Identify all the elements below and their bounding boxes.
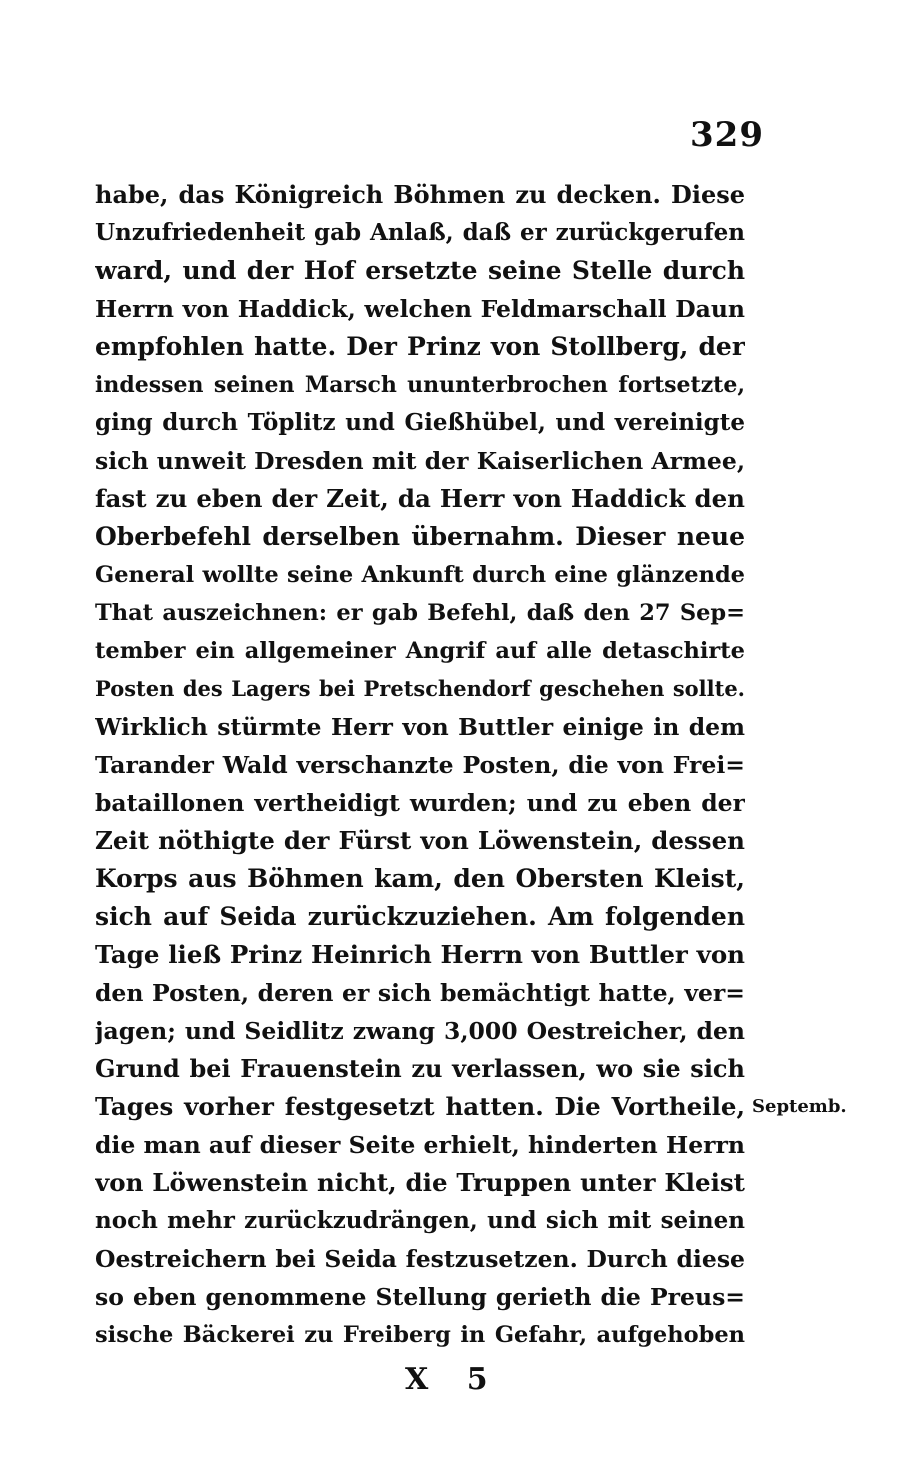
text-line: That auszeichnen: er gab Befehl, daß den 27 Sep= [95, 600, 745, 626]
text-line: Oestreichern bei Seida festzusetzen. Durch diese [95, 1245, 745, 1273]
text-line: indessen seinen Marsch ununterbrochen fortsetzte, [95, 372, 745, 398]
text-line: Grund bei Frauenstein zu verlassen, wo sie sich [95, 1054, 745, 1083]
text-line: Tages vorher festgesetzt hatten. Die Vortheile, [95, 1092, 745, 1121]
text-line: Oberbefehl derselben übernahm. Dieser neue [95, 522, 745, 551]
text-line: Zeit nöthigte der Fürst von Löwenstein, dessen [95, 826, 745, 855]
text-line: fast zu eben der Zeit, da Herr von Haddick den [95, 484, 745, 513]
text-line: die man auf dieser Seite erhielt, hinderten Herrn [95, 1131, 745, 1159]
text-line: sich auf Seida zurückzuziehen. Am folgenden [95, 902, 745, 931]
page-number: 329 [690, 115, 764, 155]
text-line: Wirklich stürmte Herr von Buttler einige in dem [95, 713, 745, 741]
text-line: Unzufriedenheit gab Anlaß, daß er zurückgerufen [95, 219, 745, 246]
margin-note: Septemb. [752, 1096, 847, 1117]
body-text [95, 176, 745, 1354]
text-line: General wollte seine Ankunft durch eine glänzende [95, 562, 745, 588]
text-line: noch mehr zurückzudrängen, und sich mit seinen [95, 1207, 745, 1234]
text-line: Tage ließ Prinz Heinrich Herrn von Buttler von [95, 940, 745, 969]
text-line: Posten des Lagers bei Pretschendorf geschehen sollte. [95, 676, 745, 701]
signature-mark: X 5 [405, 1362, 502, 1397]
text-line: tember ein allgemeiner Angrif auf alle detaschirte [95, 638, 745, 664]
text-line: den Posten, deren er sich bemächtigt hatte, ver= [95, 979, 745, 1007]
text-line: Tarander Wald verschanzte Posten, die von Frei= [95, 751, 745, 779]
text-line: bataillonen vertheidigt wurden; und zu eben der [95, 789, 745, 817]
text-line: empfohlen hatte. Der Prinz von Stollberg, der [95, 332, 745, 361]
text-line: ging durch Töplitz und Gießhübel, und vereinigte [95, 409, 745, 436]
text-line: ward, und der Hof ersetzte seine Stelle durch [95, 256, 745, 285]
text-line: jagen; und Seidlitz zwang 3,000 Oestreicher, den [95, 1017, 745, 1045]
text-line: habe, das Königreich Böhmen zu decken. Diese [95, 180, 745, 209]
text-line: sich unweit Dresden mit der Kaiserlichen Armee, [95, 447, 745, 475]
text-line: sische Bäckerei zu Freiberg in Gefahr, aufgehoben [95, 1322, 745, 1348]
text-line: Korps aus Böhmen kam, den Obersten Kleist, [95, 864, 745, 893]
text-line: von Löwenstein nicht, die Truppen unter Kleist [95, 1168, 745, 1197]
text-line: so eben genommene Stellung gerieth die Preus= [95, 1283, 745, 1311]
text-line: Herrn von Haddick, welchen Feldmarschall Daun [95, 295, 745, 323]
